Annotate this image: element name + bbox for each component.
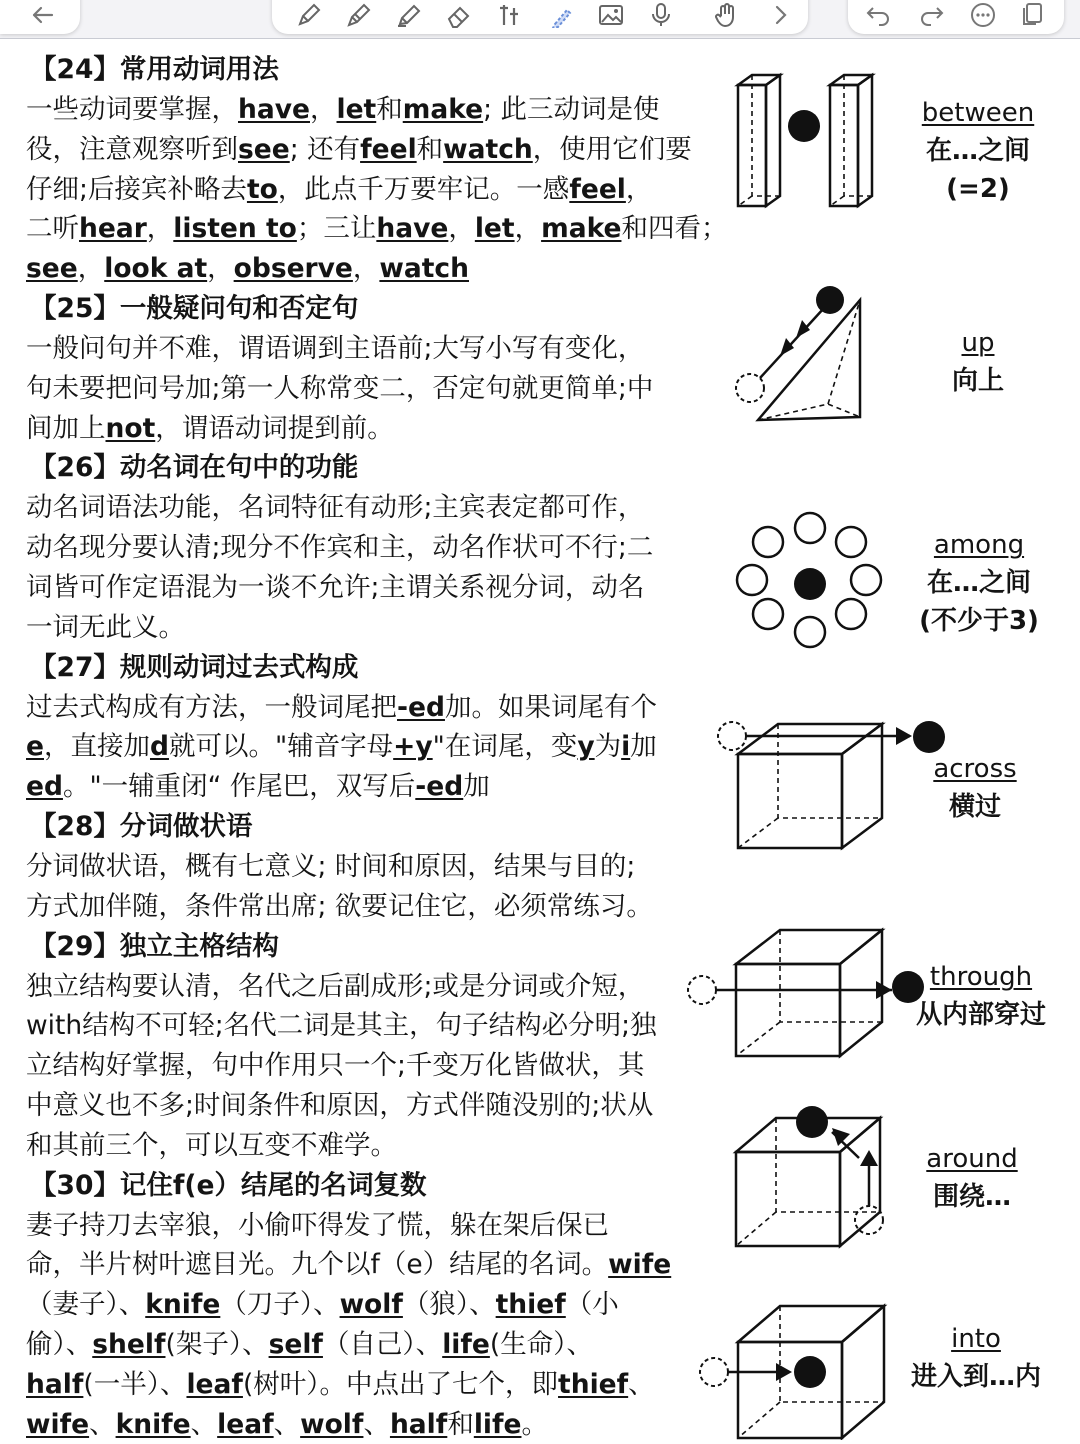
highlighter-icon[interactable] <box>394 2 426 30</box>
text-line <box>26 688 706 728</box>
text-run: 命，半片树叶遮目光。九个以f（e）结尾的名词。 <box>26 1249 609 1281</box>
caption-around <box>914 1140 1030 1216</box>
text-run: 、 <box>190 1408 218 1440</box>
text-run: (生命）、 <box>489 1328 593 1360</box>
text-run: 为 <box>594 731 622 763</box>
text-run: 妻子持刀去宰狼，小偷吓得发了慌，躲在架后保已 <box>26 1209 609 1241</box>
text-line <box>26 1405 706 1444</box>
caption-into <box>896 1320 1056 1396</box>
back-arrow-icon[interactable] <box>28 2 60 30</box>
text-run: 句未要把问号加;第一人称常变二，否定句就更简单;中 <box>26 372 654 404</box>
note-section <box>26 807 706 927</box>
text-run: 和四看； <box>621 213 728 245</box>
preposition-zh: (不少于3) <box>919 606 1039 636</box>
preposition-zh: 向上 <box>951 366 1004 396</box>
up-diagram <box>730 282 870 427</box>
text-run: ，使用它们要 <box>532 133 692 165</box>
keyword: -ed <box>397 691 445 723</box>
keyword: see <box>238 133 290 165</box>
text-run: 、 <box>363 1408 390 1440</box>
keyword: feel <box>569 173 626 205</box>
caption-between <box>912 94 1044 208</box>
among-diagram <box>730 510 890 650</box>
note-content <box>26 50 728 1444</box>
keyword: have <box>376 213 449 245</box>
text-run: 加。如果词尾有个 <box>444 691 657 723</box>
section-title: 【25】一般疑问句和否定句 <box>30 292 359 324</box>
text-run: 和 <box>416 133 444 165</box>
text-run: 一般问句并不难，谓语调到主语前;大写小写有变化， <box>26 332 645 364</box>
preposition-en: up <box>961 328 995 358</box>
text-run: ; 此三动词是使 <box>483 94 660 125</box>
preposition-zh: 在…之间 <box>925 136 1030 166</box>
text-run: 。"一辅重闭“ 作尾巴，双写后 <box>62 771 416 803</box>
keyword: life <box>473 1408 522 1440</box>
text-run: 和其前三个，可以互变不难学。 <box>26 1129 397 1161</box>
keyword: i <box>621 731 631 763</box>
text-run: 加 <box>463 771 490 803</box>
text-line <box>26 170 706 210</box>
text-run: (架子）、 <box>165 1328 269 1360</box>
text-run: ， <box>207 253 234 285</box>
keyword: e <box>26 731 44 763</box>
text-run: （狼）、 <box>402 1289 496 1321</box>
preposition-zh: 从内部穿过 <box>915 1000 1046 1030</box>
text-run: 偷）、 <box>26 1328 93 1360</box>
keyword: watch <box>379 253 469 285</box>
keyword: knife <box>115 1408 191 1440</box>
text-run: （刀子）、 <box>220 1289 340 1321</box>
preposition-en: into <box>951 1324 1001 1354</box>
eraser-icon[interactable] <box>444 2 476 30</box>
action-palette <box>848 0 1064 34</box>
keyword: make <box>402 94 484 125</box>
text-run: ；三让 <box>296 213 377 245</box>
text-run: ，此点千万要牢记。一感 <box>277 173 570 205</box>
text-run: ， <box>448 213 475 245</box>
text-line <box>26 409 706 449</box>
toolbar <box>0 0 1080 39</box>
text-line <box>26 130 706 170</box>
text-run: 、 <box>89 1408 116 1440</box>
text-run: 加 <box>630 731 657 763</box>
text-run: 二听 <box>26 213 79 245</box>
keyword: ed <box>26 771 63 803</box>
keyword: let <box>336 94 377 125</box>
text-line <box>26 1365 706 1405</box>
text-run: 和 <box>376 94 403 125</box>
text-run: with结构不可轻;名代二词是其主，句子结构必分明;独 <box>26 1010 657 1042</box>
text-run: (一半）、 <box>83 1368 187 1400</box>
preposition-zh: (=2) <box>946 174 1010 204</box>
keyword: observe <box>233 253 353 285</box>
text-run: 过去式构成有方法，一般词尾把 <box>26 691 397 723</box>
text-line <box>26 608 706 648</box>
text-run: ，直接加 <box>43 731 150 763</box>
text-run: （小 <box>565 1289 619 1321</box>
text-run: 、 <box>628 1368 655 1400</box>
text-line <box>26 1245 706 1285</box>
keyword: life <box>442 1328 490 1360</box>
text-run: "在词尾，变 <box>432 731 578 763</box>
text-run: ， <box>625 173 653 205</box>
text-run: 就可以。"辅音字母 <box>168 731 394 763</box>
section-title: 【28】分词做状语 <box>30 810 253 842</box>
text-run: 和 <box>447 1408 474 1440</box>
note-section <box>26 648 706 807</box>
keyword: have <box>238 94 310 125</box>
text-run: （自己）、 <box>322 1328 443 1360</box>
keyword: half <box>389 1408 448 1440</box>
text-line <box>26 90 706 130</box>
text-line <box>26 1206 706 1246</box>
text-run: 役，注意观察听到 <box>26 133 238 165</box>
text-run: 。 <box>521 1408 548 1440</box>
text-line <box>26 727 706 767</box>
across-diagram <box>712 714 952 854</box>
text-line <box>26 1285 706 1325</box>
keyword: self <box>268 1328 323 1360</box>
note-section <box>26 1166 706 1444</box>
text-run: ， <box>310 94 337 125</box>
preposition-zh: 进入到…内 <box>910 1362 1041 1392</box>
text-line <box>26 488 706 528</box>
microphone-icon[interactable] <box>646 2 678 30</box>
around-diagram <box>728 1100 898 1250</box>
keyword: shelf <box>92 1328 166 1360</box>
section-title: 【30】记住f(e）结尾的名词复数 <box>30 1169 427 1201</box>
keyword: half <box>26 1368 84 1400</box>
caption-among <box>904 526 1054 640</box>
text-line <box>26 528 706 568</box>
keyword: knife <box>145 1289 221 1321</box>
between-diagram <box>730 70 880 215</box>
text-run: 词皆可作定语混为一谈不允许;主谓关系视分词，动名 <box>26 571 645 603</box>
keyword: to <box>246 173 278 205</box>
text-run: 动名词语法功能，名词特征有动形;主宾表定都可作， <box>26 492 645 524</box>
keyword: let <box>474 213 515 245</box>
preposition-en: across <box>933 754 1017 784</box>
text-run: （妻子）、 <box>26 1289 146 1321</box>
caption-across <box>920 750 1030 826</box>
text-line <box>26 568 706 608</box>
text-line <box>26 1325 706 1365</box>
text-line <box>26 329 706 369</box>
text-run: ， <box>352 253 380 285</box>
text-run: 方式加伴随，条件常出席; 欲要记住它，必须常练习。 <box>26 890 653 922</box>
undo-icon[interactable] <box>864 2 896 30</box>
text-run: 一些动词要掌握， <box>26 94 238 125</box>
text-line <box>26 847 706 887</box>
text-run: ， <box>77 253 105 285</box>
keyword: thief <box>495 1289 566 1321</box>
text-run: 动名现分要认清;现分不作宾和主，动名作状可不行;二 <box>26 532 654 564</box>
keyword: +y <box>393 731 433 763</box>
text-line <box>26 1006 706 1046</box>
text-run: ，谓语动词提到前。 <box>155 412 394 444</box>
image-icon[interactable] <box>596 2 628 30</box>
text-line <box>26 1126 706 1166</box>
keyword: wife <box>608 1249 672 1281</box>
text-run: 中意义也不多;时间条件和原因，方式伴随没别的;状从 <box>26 1089 654 1121</box>
section-title: 【26】动名词在句中的功能 <box>30 452 359 484</box>
text-line <box>26 967 706 1007</box>
text-run: 独立结构要认清，名代之后副成形;或是分词或介短， <box>26 970 645 1002</box>
text-run: 立结构好掌握，句中作用只一个;千变万化皆做状，其 <box>26 1050 645 1082</box>
keyword: watch <box>443 133 533 165</box>
keyword: leaf <box>186 1368 243 1400</box>
tool-palette <box>272 0 808 34</box>
keyword: make <box>541 213 622 245</box>
text-run: (树叶）。中点出了七个，即 <box>242 1368 559 1400</box>
chevron-right-icon[interactable] <box>766 2 798 30</box>
text-run: 一词无此义。 <box>26 611 185 643</box>
text-line <box>26 1086 706 1126</box>
note-section <box>26 927 706 1166</box>
pen-icon[interactable] <box>294 2 326 30</box>
caption-up <box>932 324 1024 400</box>
hand-icon[interactable] <box>712 2 744 30</box>
text-line <box>26 369 706 409</box>
keyword: look at <box>104 253 208 285</box>
fountain-pen-icon[interactable] <box>344 2 376 30</box>
keyword: feel <box>360 133 417 165</box>
keyword: d <box>149 731 169 763</box>
keyword: wolf <box>300 1408 364 1440</box>
text-run: 分词做状语，概有七意义; 时间和原因，结果与目的; <box>26 850 636 882</box>
pages-icon[interactable] <box>1018 2 1050 30</box>
into-diagram <box>694 1300 894 1440</box>
keyword: wife <box>26 1408 90 1440</box>
text-run: ， <box>146 213 174 245</box>
text-run: 仔细;后接宾补略去 <box>26 173 247 205</box>
keyword: listen to <box>173 213 297 245</box>
text-run: ， <box>514 213 542 245</box>
redo-icon[interactable] <box>916 2 948 30</box>
keyword: see <box>26 253 78 285</box>
section-title: 【29】独立主格结构 <box>30 930 279 962</box>
note-section <box>26 50 728 289</box>
text-line <box>26 209 728 249</box>
text-run: ; 还有 <box>289 133 361 165</box>
keyword: hear <box>79 213 147 245</box>
preposition-zh: 在…之间 <box>926 568 1031 598</box>
note-section <box>26 289 706 448</box>
preposition-en: among <box>933 530 1025 560</box>
lasso-icon[interactable] <box>546 2 578 30</box>
note-section <box>26 448 706 647</box>
preposition-en: between <box>921 98 1035 128</box>
keyword: wolf <box>339 1289 403 1321</box>
text-line <box>26 887 706 927</box>
keyword: not <box>105 412 156 444</box>
text-run: 、 <box>273 1408 301 1440</box>
keyword: -ed <box>415 771 464 803</box>
caption-through <box>906 958 1056 1034</box>
preposition-en: around <box>926 1144 1018 1174</box>
section-title: 【24】常用动词用法 <box>30 54 279 85</box>
keyword: leaf <box>217 1408 274 1440</box>
preposition-zh: 横过 <box>948 792 1001 822</box>
preposition-zh: 围绕… <box>932 1182 1011 1212</box>
through-diagram <box>684 926 924 1060</box>
text-line <box>26 767 706 807</box>
text-run: 间加上 <box>26 412 106 444</box>
preposition-en: through <box>929 962 1033 992</box>
back-pill <box>0 0 80 34</box>
keyword: thief <box>558 1368 629 1400</box>
text-line <box>26 249 706 289</box>
keyword: y <box>577 731 595 763</box>
more-icon[interactable] <box>968 2 1000 30</box>
text-line <box>26 1046 706 1086</box>
section-title: 【27】规则动词过去式构成 <box>30 651 359 683</box>
text-icon[interactable] <box>496 2 528 30</box>
